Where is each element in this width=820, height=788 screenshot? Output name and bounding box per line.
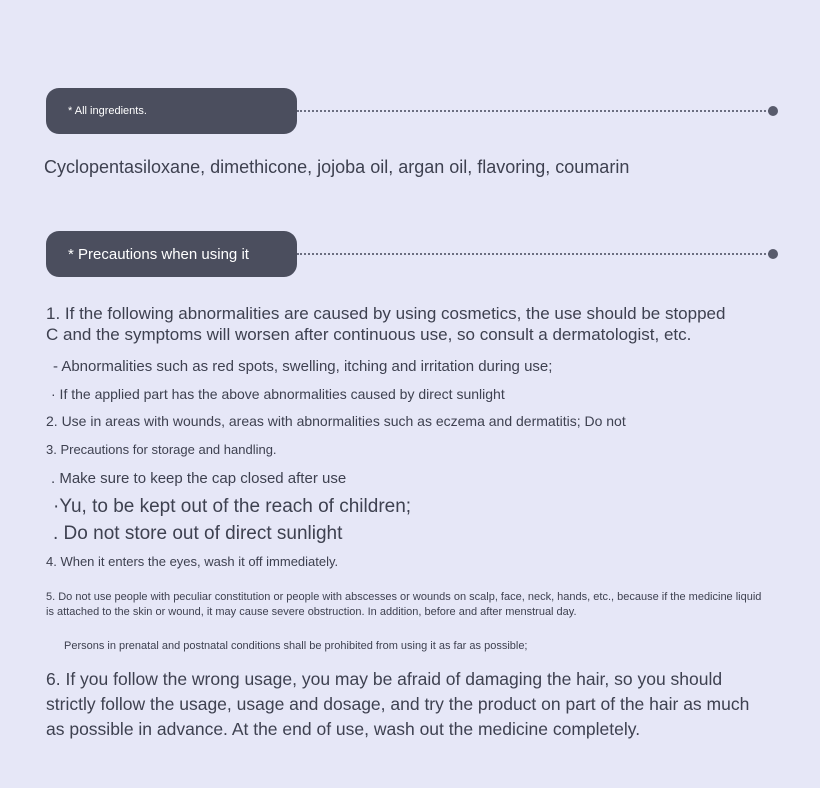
dotted-divider bbox=[297, 110, 770, 112]
divider-end-dot bbox=[768, 249, 778, 259]
divider-end-dot bbox=[768, 106, 778, 116]
precaution-item-5-note: Persons in prenatal and postnatal conditions shall be prohibited from using it as far as possible; bbox=[64, 640, 528, 652]
precaution-item-2: 2. Use in areas with wounds, areas with abnormalities such as eczema and dermatitis; Do not bbox=[46, 413, 626, 429]
precaution-sub-item: - Abnormalities such as red spots, swelling, itching and irritation during use; bbox=[53, 358, 553, 375]
precautions-header: * Precautions when using it bbox=[46, 231, 297, 277]
precaution-item-4: 4. When it enters the eyes, wash it off immediately. bbox=[46, 554, 339, 569]
precaution-item-1-line-2: C and the symptoms will worsen after continuous use, so consult a dermatologist, etc. bbox=[46, 325, 692, 344]
ingredients-text: Cyclopentasiloxane, dimethicone, jojoba oil, argan oil, flavoring, coumarin bbox=[44, 157, 630, 177]
precaution-item-3: 3. Precautions for storage and handling. bbox=[46, 442, 277, 457]
precaution-item-6: 6. If you follow the wrong usage, you may be afraid of damaging the hair, so you should strictly follow the usage, usage and dosage, and try the product on part of the hair as much as possible in advance. At the end of use, wash out the medicine completely. bbox=[46, 669, 750, 739]
precaution-sub-item: ·Yu, to be kept out of the reach of children; bbox=[53, 496, 412, 517]
ingredients-header-row bbox=[46, 88, 778, 134]
precaution-sub-item: . Make sure to keep the cap closed after use bbox=[51, 470, 347, 487]
precaution-item-1-line-1: 1. If the following abnormalities are caused by using cosmetics, the use should be stopped bbox=[46, 304, 726, 323]
precaution-sub-item: · If the applied part has the above abnormalities caused by direct sunlight bbox=[51, 386, 505, 402]
ingredients-header: * All ingredients. bbox=[46, 88, 297, 134]
precautions-header-row bbox=[46, 231, 778, 277]
precaution-item-5: 5. Do not use people with peculiar constitution or people with abscesses or wounds on scalp, face, neck, hands, etc., because if the medicine liquid is attached to the skin or wound, it may cause severe obstruction. In addition, before and after menstrual day. bbox=[46, 591, 762, 618]
precaution-sub-item: . Do not store out of direct sunlight bbox=[53, 523, 343, 544]
dotted-divider bbox=[297, 253, 770, 255]
